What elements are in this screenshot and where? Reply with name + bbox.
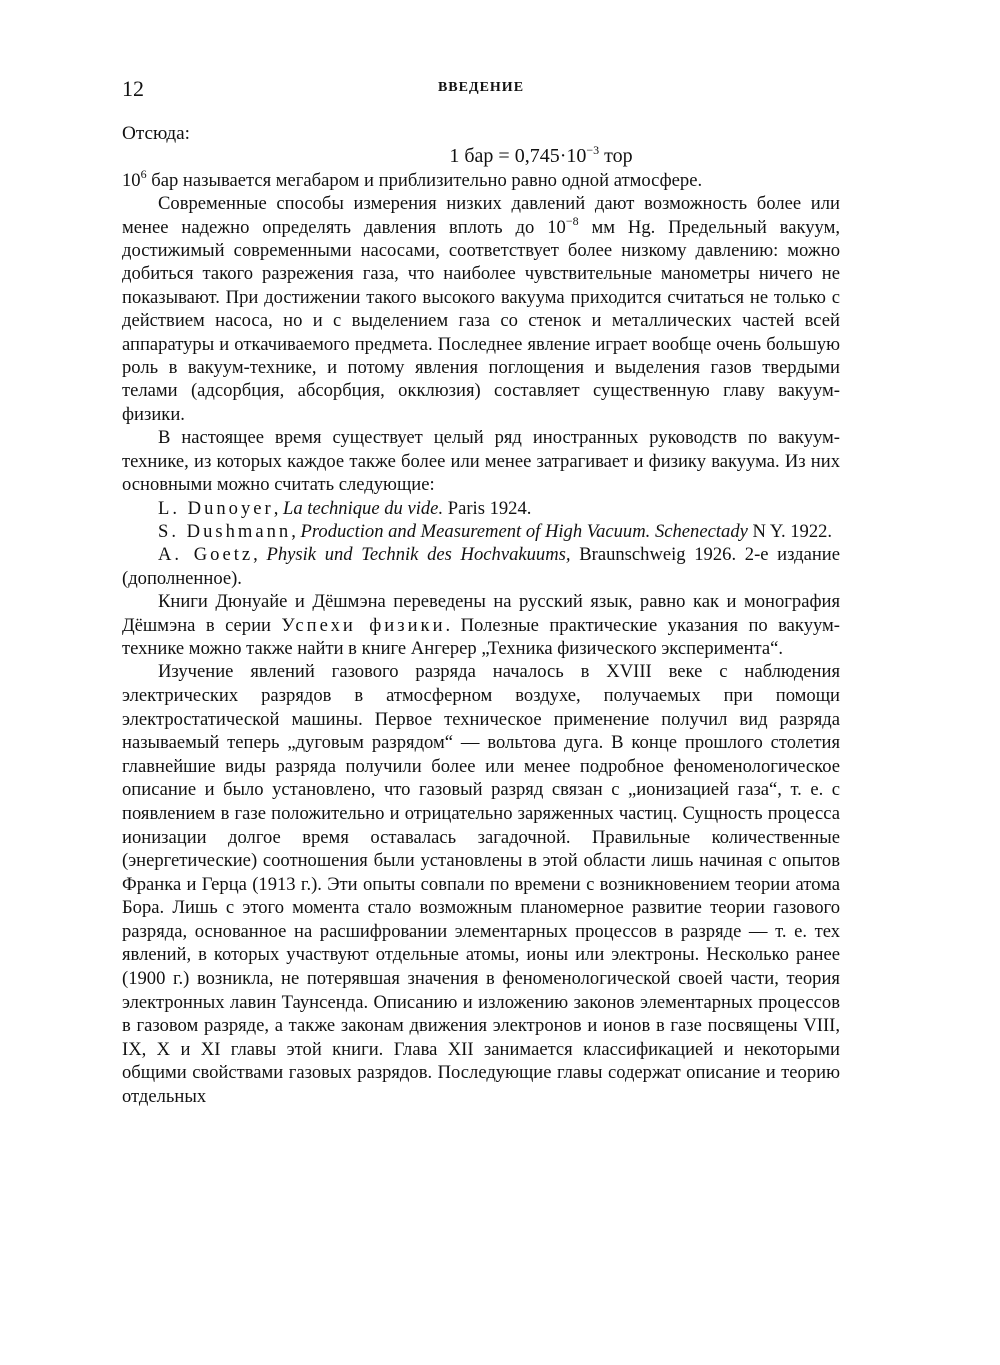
paragraph-discharge-history: Изучение явлений газового разряда началось в XVIII веке с наблюдения электрических разрядов в атмосферном воздухе, получаемых при помощи электростатической машины. Первое техническое применение получил вид разряда называемый теперь „дуговым разрядом“ — вольтова дуга. В конце прошлого столетия главнейшие виды разряда получили более или менее подробное феноменологическое описание и было установлено, что газовый разряд связан с „ионизацией газа“, т. е. с появлением в газе положительно и отрицательно заряженных частиц. Сущность процесса ионизации долгое время оставалась загадочной. Правильные количественные (энергетические) соотношения были установлены в этой области лишь начиная с опытов Франка и Герца (1913 г.). Эти опыты совпали по времени с возникновением теории атома Бора. Лишь с этого момента стало возможным планомерное развитие теории газового разряда, основанное на расшифровании элементарных процессов в разряде — т. е. тех явлений, в которых участвуют отдельные атомы, ионы или электроны. Несколько ранее (1900 г.) возникла, не потерявшая значения в феноменологической своей части, теория электронных лавин Таунсенда. Описанию и изложению законов элементарных процессов в газовом разряде, а также законам движения электронов и ионов в газе посвящены VIII, IX, X и XI главы этой книги. Глава XII занимается классификацией и некоторыми общими свойствами газовых разрядов. Последующие главы содержат описание и теорию отдельных xyxy=(122,661,840,1108)
paragraph-vacuum-b: мм Hg. Предельный вакуум, достижимый современными насосами, соответствует более низкому давлению: можно добиться такого разрежения газа, что наиболее чувствительные манометры ничего не показывают. При достижении такого высокого вакуума приходится считаться не только с действием насоса, но и с выделением газа со стенок и металлических частей всей аппаратуры и откачиваемого предмета. Последнее явление играет вообще очень большую роль в вакуум-технике, и потому явления поглощения и выделения газов твердыми телами (адсорбция, абсорбция, окклюзия) составляет существенную главу вакуум-физики. xyxy=(122,216,840,425)
formula-exponent: −3 xyxy=(586,143,600,158)
reference-rest: Braunschweig 1926. 2-е издание (дополненное). xyxy=(122,544,841,589)
reference-rest: N Y. 1922. xyxy=(747,520,833,542)
lead-line xyxy=(122,122,840,145)
reference-title: Production and Measurement of High Vacuum. Schenectady xyxy=(300,520,748,542)
reference-item: S. Dushmann, Production and Measurement of High Vacuum. Schenectady N Y. 1922. xyxy=(158,520,833,542)
reference-item: A. Goetz, Physik und Technik des Hochvakuums, Braunschweig 1926. 2-е издание (дополненное). xyxy=(122,544,841,589)
paragraph-vacuum xyxy=(122,192,840,426)
paragraph-guides: В настоящее время существует целый ряд иностранных руководств по вакуум-технике, из которых каждое также более или менее затрагивает и физику вакуума. Из них основными можно считать следующие: xyxy=(122,427,840,496)
reference-title: Physik und Technik des Hochvakuums, xyxy=(266,544,571,566)
running-head: ВВЕДЕНИЕ xyxy=(437,80,525,95)
reference-author: A. Goetz xyxy=(158,544,254,566)
megabar-exponent: 6 xyxy=(140,166,147,181)
formula xyxy=(122,145,840,168)
page-body xyxy=(122,122,840,1109)
paragraph-translations-a: Книги Дюнуайе и Дёшмэна переведены на русский язык, равно как и монография Дёшмэна в серии xyxy=(122,591,840,636)
paragraph-vacuum-exponent: −8 xyxy=(565,213,579,228)
reference-author: S. Dushmann xyxy=(158,520,292,542)
formula-left: 1 бар = 0,745·10 xyxy=(449,145,587,168)
megabar-text: бар называется мегабаром и приблизительно равно одной атмосфере. xyxy=(146,169,703,191)
page-number: 12 xyxy=(122,76,144,101)
megabar-line xyxy=(122,166,840,192)
lead-text: Отсюда: xyxy=(122,123,190,144)
paragraph-vacuum-a: Современные способы измерения низких давлений дают возможность более или менее надежно определять давления вплоть до 10 xyxy=(122,193,840,238)
reference-item: L. Dunoyer, La technique du vide. Paris 1924. xyxy=(158,497,532,519)
formula-right: тор xyxy=(599,145,633,168)
paragraph-translations xyxy=(122,590,840,660)
reference-author: L. Dunoyer xyxy=(158,497,274,519)
paragraph-translations-b: . Полезные практические указания по вакуум-технике можно также найти в книге Ангерер „Техника физического эксперимента“. xyxy=(122,614,841,659)
page-header xyxy=(122,76,840,106)
megabar-base: 10 xyxy=(122,169,141,191)
reference-rest: Paris 1924. xyxy=(443,497,532,519)
series-name: Успехи физики xyxy=(281,614,446,636)
reference-title: La technique du vide. xyxy=(283,497,444,519)
